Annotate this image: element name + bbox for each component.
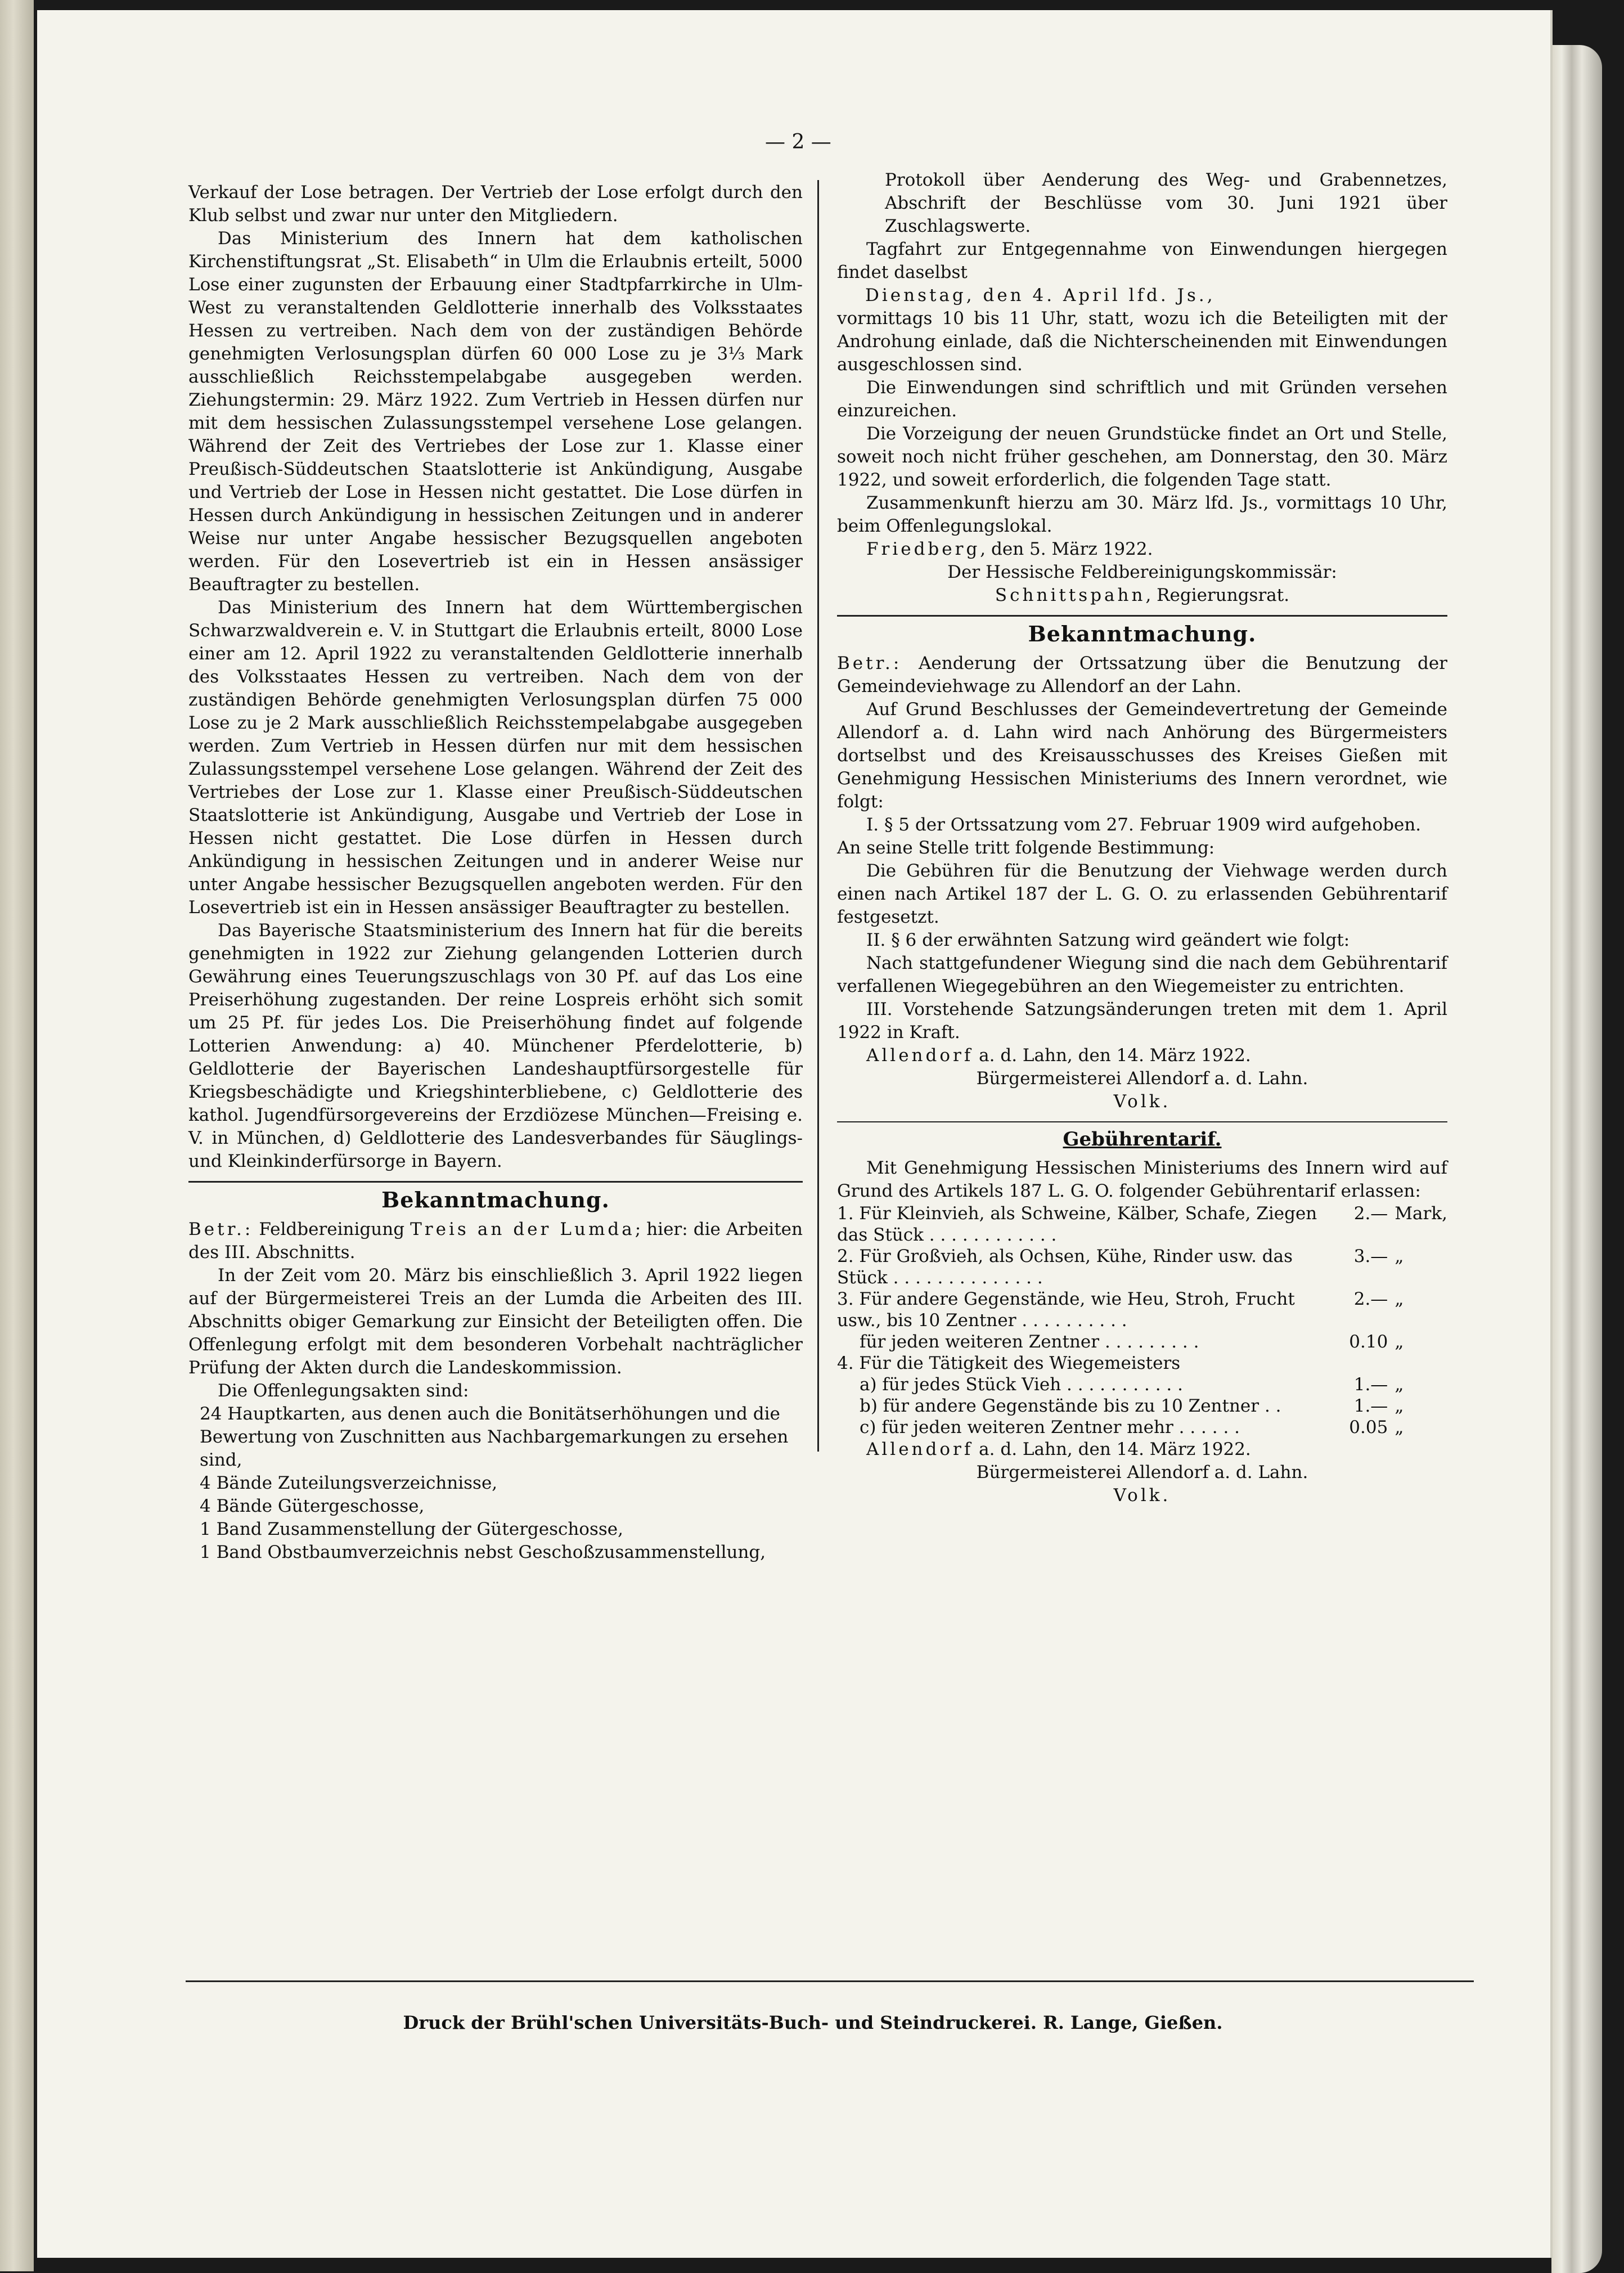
list-item: 1 Band Obstbaumverzeichnis nebst Geschoßzusammenstellung, (200, 1542, 766, 1562)
signature-rank: , Regierungsrat. (1145, 585, 1290, 605)
subject-location: Treis an der Lumda (410, 1219, 635, 1239)
tarif-label: c) für jeden weiteren Zentner mehr . . . . . . (860, 1417, 1240, 1438)
notice-subject (188, 1218, 803, 1264)
tarif-amount: 2.— (1353, 1289, 1388, 1309)
list-item: 1 Band Zusammenstellung der Gütergeschosse, (200, 1519, 623, 1539)
tarif-amount (1326, 1353, 1388, 1374)
place-name: Allendorf (866, 1439, 974, 1459)
paragraph-einwendungen: Die Einwendungen sind schriftlich und mit Gründen versehen einzureichen. (837, 378, 1447, 421)
subject-text-c: ; hier: die Arbeiten des III. Abschnitts. (188, 1219, 803, 1263)
tarif-amount: 0.05 (1349, 1417, 1388, 1438)
signature-surname: Schnittspahn (995, 585, 1146, 605)
left-column (188, 181, 803, 1564)
table-row (837, 1203, 1447, 1246)
notice2-clause-i-cont: An seine Stelle tritt folgende Bestimmung: (837, 838, 1215, 858)
paragraph-zusammenkunft: Zusammenkunft hierzu am 30. März lfd. Js., vormittags 10 Uhr, beim Offenlegungslokal. (837, 493, 1447, 536)
subject-text-a: Feldbereinigung (259, 1219, 405, 1239)
place-name: Allendorf (866, 1045, 974, 1066)
subject-prefix: Betr.: (188, 1219, 254, 1239)
tarif-unit: „ (1394, 1246, 1404, 1266)
tarif-amount: 2.— (1353, 1203, 1388, 1224)
page-number: — 2 — (765, 131, 831, 154)
tarif-amount: 1.— (1353, 1374, 1388, 1395)
notice2-heading: Bekanntmachung. (1028, 621, 1257, 646)
footer-rule (186, 1980, 1474, 1982)
notice2-clause-ii-quote: Nach stattgefundener Wiegung sind die nach dem Gebührentarif verfallenen Wiegegebühren an den Wiegemeister zu entrichten. (837, 953, 1447, 996)
notice2-clause-ii: II. § 6 der erwähnten Satzung wird geändert wie folgt: (866, 930, 1350, 950)
notice2-clause-iii: III. Vorstehende Satzungsänderungen treten mit dem 1. April 1922 in Kraft. (837, 999, 1447, 1043)
notice2-place-date (837, 1044, 1447, 1067)
paragraph-vormittags: vormittags 10 bis 11 Uhr, statt, wozu ich die Beteiligten mit der Androhung einlade, daß die Nichterscheinenden mit Einwendungen ausgeschlossen sind. (837, 308, 1447, 375)
table-row (837, 1395, 1447, 1417)
notice2-subject (837, 652, 1447, 698)
tarif-amount: 1.— (1353, 1396, 1388, 1416)
section-rule (188, 1181, 803, 1183)
date-text: a. d. Lahn, den 14. März 1922. (973, 1439, 1251, 1459)
table-row (837, 1417, 1447, 1438)
paragraph-schwarzwald-lottery: Das Ministerium des Innern hat dem Württembergischen Schwarzwaldverein e. V. in Stuttgart die Erlaubnis erteilt, 8000 Lose einer am 12. April 1922 zu veranstaltenden Geldlotterie innerhalb des Volksstaates Hessen zu vertreiben. Nach dem von der zuständigen Behörde genehmigten Verlosungsplan dürfen 75 000 Lose zu je 2 Mark ausschließlich Reichsstempelabgabe ausgegeben werden. Zum Vertrieb in Hessen dürfen nur mit dem hessischen Zulassungsstempel versehene Lose gelangen. Während der Zeit des Vertriebes der Lose zur 1. Klasse einer Preußisch-Süddeutschen Staatslotterie ist Ankündigung, Ausgabe und Vertrieb der Lose in Hessen nicht gestattet. Die Lose dürfen in Hessen durch Ankündigung in hessischen Zeitungen und in anderer Weise nur unter Angabe hessischer Bezugsquellen angeboten werden. Für den Losevertrieb ist ein in Hessen ansässiger Beauftragter zu bestellen. (188, 598, 803, 918)
tarif-label: b) für andere Gegenstände bis zu 10 Zentner . . (860, 1396, 1281, 1416)
paragraph-ulm-lottery: Das Ministerium des Innern hat dem katholischen Kirchenstiftungsrat „St. Elisabeth“ in Ulm die Erlaubnis erteilt, 5000 Lose einer zugunsten der Erbauung einer Stadtpfarrkirche in Ulm-West zu veranstaltenden Geldlotterie innerhalb des Volksstaates Hessen zu vertreiben. Nach dem von der zuständigen Behörde genehmigten Verlosungsplan dürfen 60 000 Lose zu je 3⅓ Mark ausschließlich Reichsstempelabgabe ausgegeben werden. Ziehungstermin: 29. März 1922. Zum Vertrieb in Hessen dürfen nur mit dem hessischen Zulassungsstempel versehene Lose gelangen. Während der Zeit des Vertriebes der Lose zur 1. Klasse einer Preußisch-Süddeutschen Staatslotterie ist Ankündigung, Ausgabe und Vertrieb der Lose in Hessen nicht gestattet. Die Lose dürfen in Hessen durch Ankündigung in hessischen Zeitungen und in anderer Weise nur unter Angabe hessischer Bezugsquellen angeboten werden. Für den Losevertrieb ist ein in Hessen ansässiger Beauftragter zu bestellen. (188, 228, 803, 595)
tarif-signature-name: Volk. (1113, 1485, 1171, 1506)
column-divider (817, 180, 819, 1452)
tarif-amount: 3.— (1353, 1246, 1388, 1266)
meeting-date (837, 284, 1447, 307)
place-date (837, 538, 1447, 561)
signature-title: Der Hessische Feldbereinigungskommissär: (947, 562, 1337, 582)
notice2-clause-i-quote: Die Gebühren für die Benutzung der Viehwage werden durch einen nach Artikel 187 der L. G. O. zu erlassenden Gebührentarif festgesetzt. (837, 861, 1447, 927)
printer-imprint: Druck der Brühl'schen Universitäts-Buch- und Steindruckerei. R. Lange, Gießen. (403, 2012, 1223, 2033)
tarif-table (837, 1203, 1447, 1438)
table-row (837, 1353, 1447, 1374)
subject-text: Aenderung der Ortssatzung über die Benutzung der Gemeindeviehwage zu Allendorf an der Lahn. (837, 653, 1447, 697)
list-item: 4 Bände Zuteilungsverzeichnisse, (200, 1473, 498, 1493)
section-rule (837, 1121, 1447, 1122)
document-list (188, 1403, 803, 1564)
place-name: Friedberg (866, 539, 980, 559)
paragraph-bavarian-lotteries: Das Bayerische Staatsministerium des Innern hat für die bereits genehmigten in 1922 zur Ziehung gelangenden Lotterien durch Gewährung eines Teuerungszuschlags von 30 Pf. auf das Los eine Preiserhöhung zugestanden. Der reine Lospreis erhöht sich somit um 25 Pf. für jedes Los. Die Preiserhöhung findet auf folgende Lotterien Anwendung: a) 40. Münchener Pferdelotterie, b) Geldlotterie der Bayerischen Landeshauptfürsorgestelle für Kriegsbeschädigte und Kriegshinterbliebene, c) Geldlotterie des kathol. Jugendfürsorgevereins der Erzdiözese München—Freising e. V. in München, d) Geldlotterie des Landesverbandes für Säuglings- und Kleinkinderfürsorge in Bayern. (188, 920, 803, 1171)
meeting-date-text: Dienstag, den 4. April lfd. Js., (865, 285, 1216, 306)
date-text: a. d. Lahn, den 14. März 1922. (973, 1045, 1251, 1066)
tarif-label: 3. Für andere Gegenstände, wie Heu, Stroh, Frucht usw., bis 10 Zentner . . . . . . . . . . (837, 1289, 1295, 1331)
tarif-label: 2. Für Großvieh, als Ochsen, Kühe, Rinder usw. das Stück . . . . . . . . . . . . . . (837, 1246, 1293, 1288)
tarif-heading: Gebührentarif. (1063, 1128, 1222, 1151)
paragraph-continuation: Verkauf der Lose betragen. Der Vertrieb der Lose erfolgt durch den Klub selbst und zwar nur unter den Mitgliedern. (188, 182, 803, 226)
tarif-label: a) für jedes Stück Vieh . . . . . . . . . . . (860, 1374, 1183, 1395)
list-item: 24 Hauptkarten, aus denen auch die Bonitätserhöhungen und die Bewertung von Zuschnitten aus Nachbargemarkungen zu ersehen sind, (200, 1404, 789, 1470)
tarif-unit: „ (1394, 1396, 1404, 1416)
paragraph-tagfahrt: Tagfahrt zur Entgegennahme von Einwendungen hiergegen findet daselbst (837, 239, 1447, 282)
notice2-clause-i: I. § 5 der Ortssatzung vom 27. Februar 1909 wird aufgehoben. (866, 815, 1421, 835)
subject-prefix: Betr.: (837, 653, 902, 673)
table-row (837, 1288, 1447, 1331)
tarif-unit: „ (1394, 1374, 1404, 1395)
section-rule (837, 615, 1447, 617)
table-row (837, 1374, 1447, 1395)
notice2-signature-name: Volk. (1113, 1091, 1171, 1112)
notice-body: In der Zeit vom 20. März bis einschließlich 3. April 1922 liegen auf der Bürgermeisterei Treis an der Lumda die Arbeiten des III. Abschnitts obiger Gemarkung zur Einsicht der Beteiligten offen. Die Offenlegung erfolgt mit dem besonderen Vorbehalt nachträglicher Prüfung der Akten durch die Landeskommission. (188, 1265, 803, 1378)
tarif-unit: „ (1394, 1289, 1404, 1309)
tarif-intro: Mit Genehmigung Hessischen Ministeriums des Innern wird auf Grund des Artikels 187 L. G. O. folgender Gebührentarif erlassen: (837, 1158, 1447, 1201)
right-column (837, 169, 1447, 1507)
adjacent-page-edge (0, 0, 34, 2271)
notice-list-intro: Die Offenlegungsakten sind: (218, 1381, 469, 1401)
tarif-unit (1388, 1353, 1447, 1374)
signature-name (837, 584, 1447, 607)
paragraph-continuation: Protokoll über Aenderung des Weg- und Grabennetzes, Abschrift der Beschlüsse vom 30. Juni 1921 über Zuschlagswerte. (885, 170, 1447, 236)
paragraph-vorzeigung: Die Vorzeigung der neuen Grundstücke findet an Ort und Stelle, soweit noch nicht früher geschehen, am Donnerstag, den 30. März 1922, und soweit erforderlich, die folgenden Tage statt. (837, 424, 1447, 490)
tarif-unit: Mark, (1394, 1203, 1447, 1224)
notice2-signature-office: Bürgermeisterei Allendorf a. d. Lahn. (976, 1068, 1308, 1089)
table-row (837, 1331, 1447, 1353)
table-row (837, 1246, 1447, 1288)
list-item: 4 Bände Gütergeschosse, (200, 1496, 425, 1516)
tarif-label: 1. Für Kleinvieh, als Schweine, Kälber, Schafe, Ziegen das Stück . . . . . . . . . . . . (837, 1203, 1317, 1245)
tarif-label: für jeden weiteren Zentner . . . . . . . . . (860, 1332, 1199, 1352)
tarif-amount: 0.10 (1349, 1332, 1388, 1352)
page-stack-edge (1551, 45, 1602, 2273)
tarif-unit: „ (1394, 1417, 1404, 1438)
notice2-body: Auf Grund Beschlusses der Gemeindevertretung der Gemeinde Allendorf a. d. Lahn wird nach Anhörung des Bürgermeisters dortselbst und des Kreisausschusses des Kreises Gießen mit Genehmigung Hessischen Ministeriums des Innern verordnet, wie folgt: (837, 699, 1447, 812)
notice-heading: Bekanntmachung. (381, 1187, 610, 1212)
tarif-unit: „ (1394, 1332, 1404, 1352)
tarif-signature-office: Bürgermeisterei Allendorf a. d. Lahn. (976, 1462, 1308, 1483)
tarif-place-date (837, 1438, 1447, 1461)
date-text: , den 5. März 1922. (980, 539, 1153, 559)
tarif-label: 4. Für die Tätigkeit des Wiegemeisters (837, 1353, 1181, 1373)
